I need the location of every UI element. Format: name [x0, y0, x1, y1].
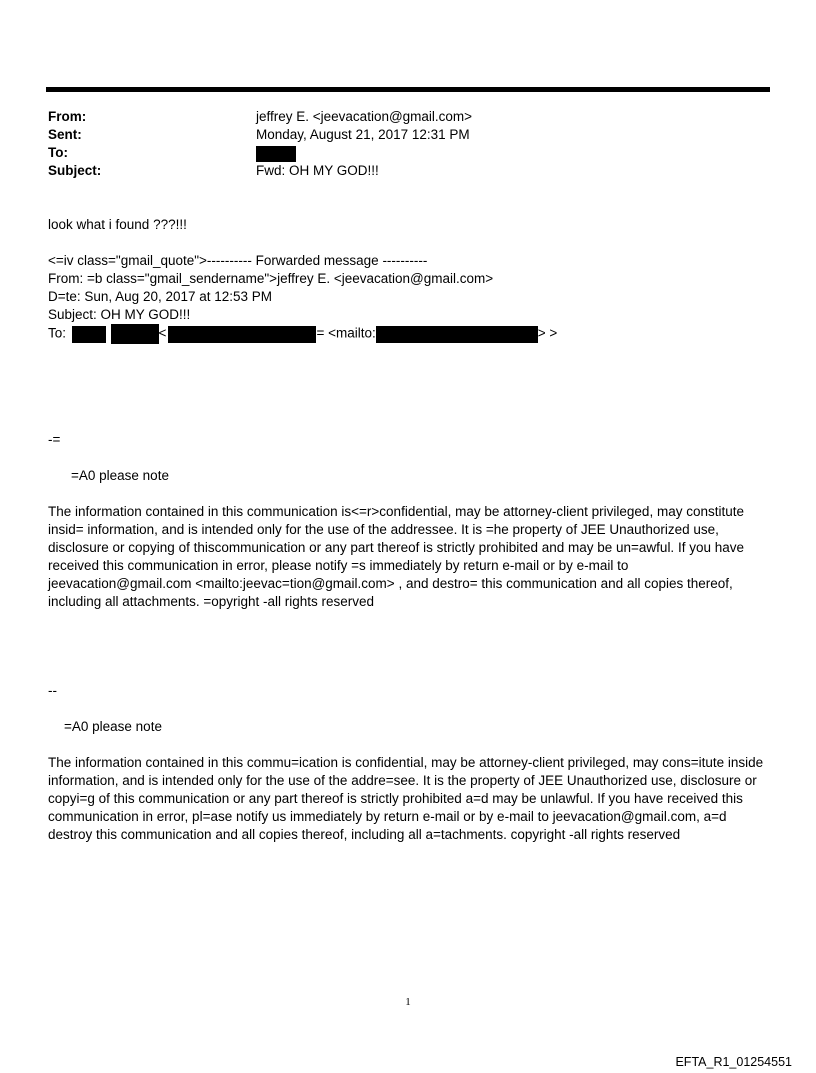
redaction-block: [168, 326, 316, 343]
redaction-block: [256, 146, 296, 162]
disclaimer-2: The information contained in this commu=ication is confidential, may be attorney-client privileged, may cons=itute inside information, and is intended only for the use of the addre=see. It is the property of JEE Unauthorized use, disclosure or copyi=g of this communication or any part thereof is strictly prohibited a=d may be unlawful. If you have received this communication in error, pl=ase notify us immediately by return e-mail or by e-mail to jeevacation@gmail.com, a=d destroy this communication and all copies thereof, including all a=tachments. copyright -all rights reserved: [48, 755, 764, 842]
note-2: =A0 please note: [64, 719, 162, 734]
disclaimer-1: The information contained in this communication is<=r>confidential, may be attorney-client privileged, may constitute insid= information, and is intended only for the use of the addressee. It is =he property of JEE Unauthorized use, disclosure or copying of thiscommunication or any part thereof is strictly prohibited and may be un=awful. If you have received this communication in error, please notify =s immediately by return e-mail or by e-mail to jeevacation@gmail.com <mailto:jeevac=tion@gmail.com> , and destro= this communication and all copies thereof, including all attachments. =opyright -all rights reserved: [48, 504, 744, 609]
fwd-line-3: D=te: Sun, Aug 20, 2017 at 12:53 PM: [48, 289, 273, 304]
fwd-to-lt: <: [158, 325, 167, 341]
sent-label: Sent:: [48, 127, 82, 142]
sent-value: Monday, August 21, 2017 12:31 PM: [256, 127, 470, 142]
redaction-block: [111, 324, 159, 344]
page-number: 1: [405, 996, 411, 1008]
fwd-to-mailto: = <mailto:: [316, 325, 376, 341]
from-label: From:: [48, 109, 87, 124]
subject-label: Subject:: [48, 163, 102, 178]
header-rule: [46, 87, 770, 92]
fwd-line-4: Subject: OH MY GOD!!!: [48, 307, 191, 322]
to-label: To:: [48, 145, 68, 160]
subject-value: Fwd: OH MY GOD!!!: [256, 163, 379, 178]
redaction-block: [72, 326, 106, 343]
intro-line: look what i found ???!!!: [48, 217, 187, 232]
fwd-line-2: From: =b class="gmail_sendername">jeffrey E. <jeevacation@gmail.com>: [48, 271, 494, 286]
fwd-to-line: [48, 324, 557, 344]
to-value: [256, 144, 296, 162]
from-value: jeffrey E. <jeevacation@gmail.com>: [256, 109, 473, 124]
fwd-to-label: To:: [48, 325, 67, 341]
fwd-to-end: > >: [537, 325, 558, 341]
redaction-block: [376, 326, 538, 343]
document-id: EFTA_R1_01254551: [675, 1055, 792, 1069]
separator-2: --: [48, 683, 57, 698]
fwd-line-1: <=iv class="gmail_quote">---------- Forwarded message ----------: [48, 253, 428, 268]
separator-1: -=: [48, 432, 61, 447]
note-1: =A0 please note: [71, 468, 169, 483]
